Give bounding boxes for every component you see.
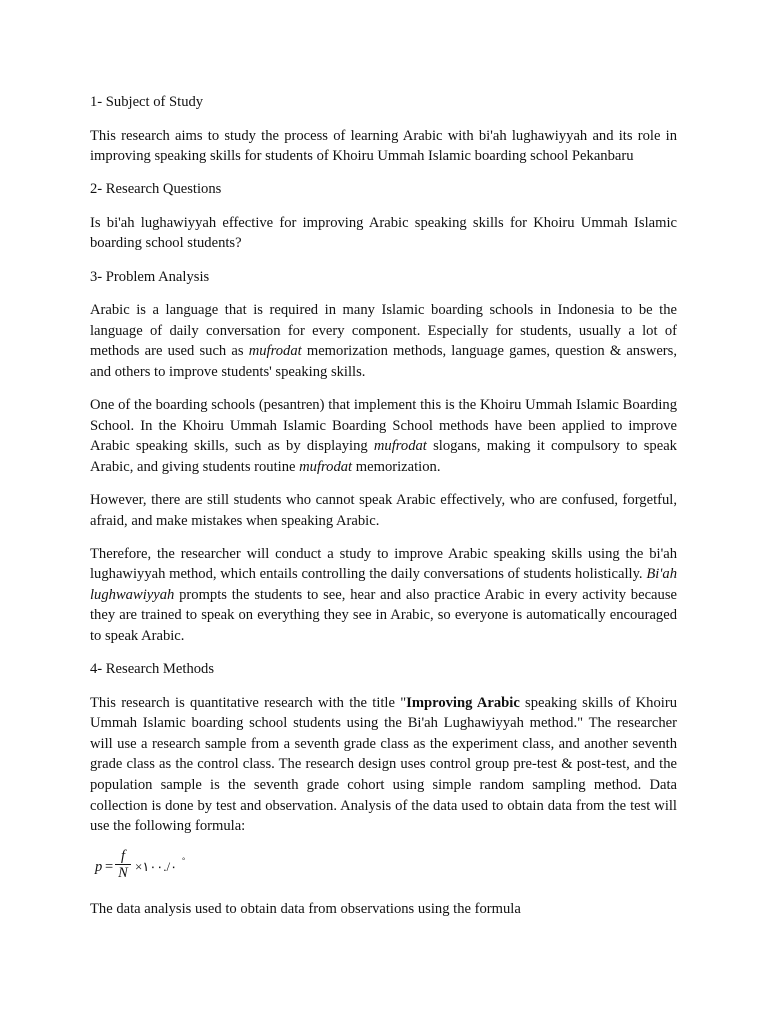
text-run: prompts the students to see, hear and also practice Arabic in every activity because they are trained to speak on everything they see in Arabic, so everyone is automatically encouraged to speak Arabic. (90, 586, 677, 644)
text-run: Arabic is a language that is required in many Islamic boarding schools in Indonesia to be the language of daily conversation for every component. Especially for students, usually a lot of methods are used such as (90, 302, 677, 360)
text-run: Therefore, the researcher will conduct a study to improve Arabic speaking skills using the bi'ah lughawiyyah method, which entails controlling the daily conversations of students holistically. (90, 545, 677, 583)
formula-multiplier: ×٠/.١٠٠ (135, 859, 178, 875)
formula-denominator: N (118, 865, 128, 882)
text-run: speaking skills of Khoiru Ummah Islamic boarding school students using the Bi'ah Lughawiyyah method." The researcher will use a research sample from a seventh grade class as the experiment class, and another seventh grade class as the control class. The research design uses control group pre-test & post-test, and the population sample is the seventh grade cohort using simple random sampling method. Data collection is done by test and observation. Analysis of the data used to obtain data from the test will use the following formula: (90, 694, 677, 835)
text-run: memorization methods, language games, question & answers, and others to improve students' speaking skills. (90, 343, 677, 380)
text-run: memorization. (352, 458, 441, 475)
section-heading-problem: 3- Problem Analysis (90, 268, 210, 285)
italic-term: mufrodat (299, 458, 353, 475)
percentage-formula (95, 849, 677, 883)
formula-numerator: f (115, 849, 131, 865)
questions-paragraph: Is bi'ah lughawiyyah effective for improving Arabic speaking skills for Khoiru Ummah Islamic boarding school students? (90, 214, 677, 252)
methods-paragraph (90, 693, 677, 837)
section-heading-subject: 1- Subject of Study (90, 94, 204, 110)
bold-term: Improving Arabic (406, 694, 520, 711)
problem-paragraph-3: However, there are still students who cannot speak Arabic effectively, who are confused, forgetful, afraid, and make mistakes when speaking Arabic. (90, 491, 677, 529)
text-run: One of the boarding schools (pesantren) that implement this is the Khoiru Ummah Islamic Boarding School. In the Khoiru Ummah Islamic Boarding School methods have been applied to improve Arabic speaking skills, such as by displaying (90, 397, 677, 455)
italic-term: mufrodat (248, 343, 302, 360)
problem-paragraph-4 (90, 544, 677, 647)
observation-formula-paragraph: The data analysis used to obtain data from observations using the formula (90, 901, 521, 918)
italic-term: mufrodat (373, 438, 427, 455)
document-page (90, 92, 677, 932)
subject-paragraph: This research aims to study the process of learning Arabic with bi'ah lughawiyyah and its role in improving speaking skills for students of Khoiru Ummah Islamic boarding school Pekanbaru (90, 127, 677, 165)
formula-superscript: ° (182, 856, 186, 866)
formula-equals: = (105, 859, 114, 876)
text-run: This research is quantitative research with the title " (90, 694, 407, 711)
formula-variable-p: p (95, 859, 103, 876)
section-heading-methods: 4- Research Methods (90, 661, 215, 678)
problem-paragraph-1 (90, 300, 677, 382)
text-run: slogans, making it compulsory to speak Arabic, and giving students routine (90, 438, 677, 475)
problem-paragraph-2 (90, 395, 677, 477)
section-heading-questions: 2- Research Questions (90, 181, 222, 198)
formula-fraction (115, 849, 131, 882)
italic-term: Bi'ah lughwawiyyah (90, 566, 677, 603)
